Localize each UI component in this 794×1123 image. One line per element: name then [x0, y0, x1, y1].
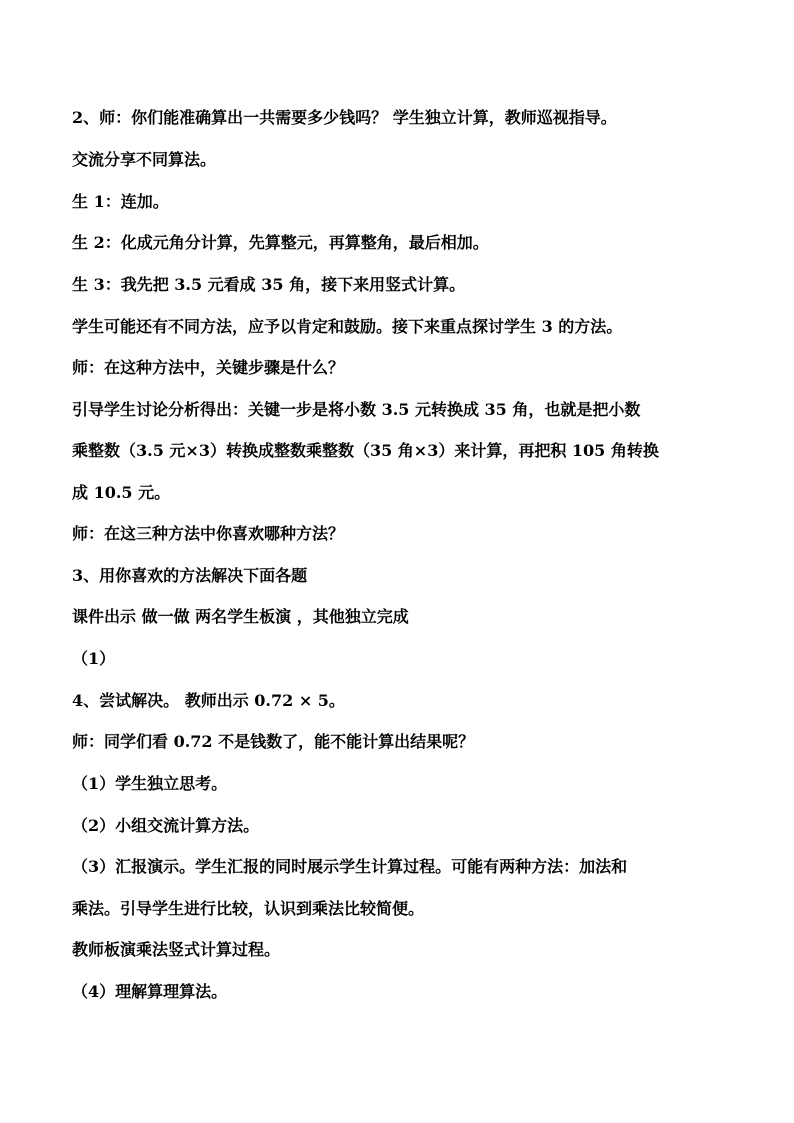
paragraph-line: 学生可能还有不同方法，应予以肯定和鼓励。接下来重点探讨学生 3 的方法。: [72, 317, 623, 336]
paragraph-line: 乘整数（3.5 元×3）转换成整数乘整数（35 角×3）来计算，再把积 105 角转换: [72, 441, 659, 460]
paragraph-line: 生 1：连加。: [72, 192, 169, 211]
paragraph-line: （1）: [72, 649, 116, 668]
paragraph-line: 交流分享不同算法。: [72, 150, 217, 169]
paragraph-line: 3、用你喜欢的方法解决下面各题: [72, 566, 308, 585]
paragraph-line: 2、师：你们能准确算出一共需要多少钱吗？ 学生独立计算，教师巡视指导。: [72, 108, 617, 127]
paragraph-line: 师：在这种方法中，关键步骤是什么？: [72, 358, 345, 377]
paragraph-line: 成 10.5 元。: [72, 483, 171, 502]
paragraph-line: 4、尝试解决。 教师出示 0.72 × 5。: [72, 691, 345, 710]
paragraph-line: 师：在这三种方法中你喜欢哪种方法？: [72, 524, 345, 543]
paragraph-line: 乘法。引导学生进行比较，认识到乘法比较简便。: [72, 899, 425, 918]
paragraph-line: 课件出示 做一做 两名学生板演 ，其他独立完成: [72, 607, 409, 626]
paragraph-line: 生 2：化成元角分计算，先算整元，再算整角，最后相加。: [72, 233, 489, 252]
paragraph-line: （2）小组交流计算方法。: [72, 816, 260, 835]
paragraph-line: （3）汇报演示。学生汇报的同时展示学生计算过程。可能有两种方法：加法和: [72, 857, 628, 876]
paragraph-line: 师：同学们看 0.72 不是钱数了，能不能计算出结果呢？: [72, 732, 475, 751]
paragraph-line: 生 3：我先把 3.5 元看成 35 角，接下来用竖式计算。: [72, 275, 466, 294]
paragraph-line: （4）理解算理算法。: [72, 982, 228, 1001]
paragraph-line: 引导学生讨论分析得出：关键一步是将小数 3.5 元转换成 35 角，也就是把小数: [72, 400, 641, 419]
paragraph-line: （1）学生独立思考。: [72, 774, 228, 793]
paragraph-line: 教师板演乘法竖式计算过程。: [72, 940, 281, 959]
